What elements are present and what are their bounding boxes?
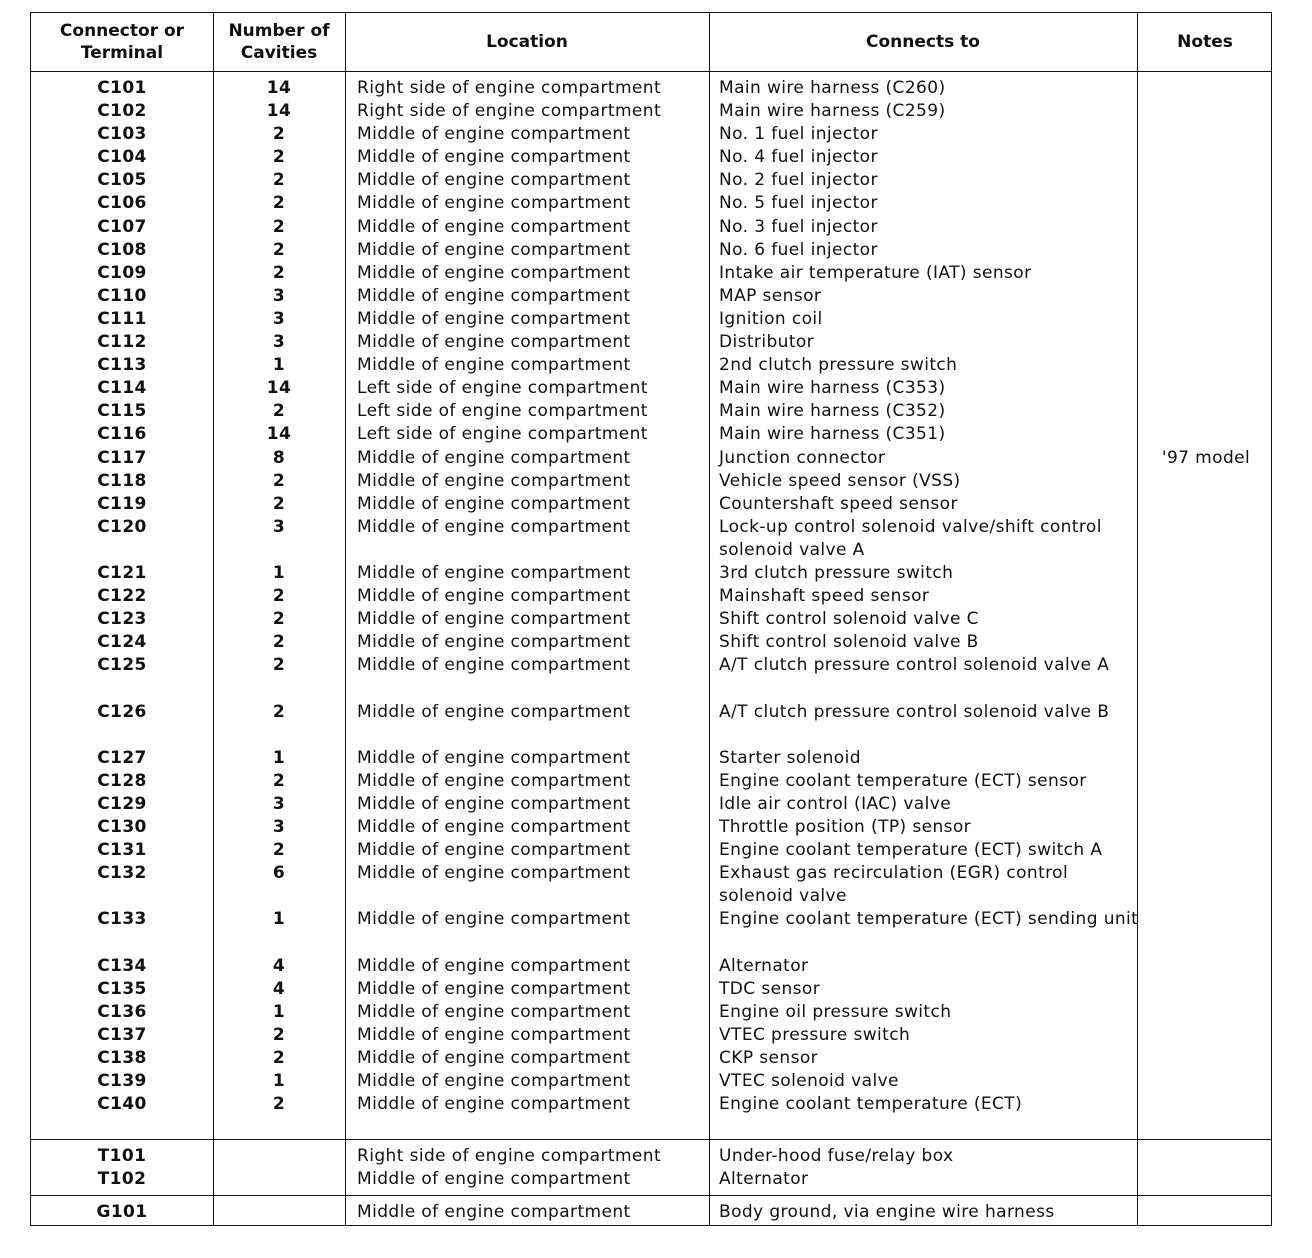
connector-id: C120: [97, 516, 147, 537]
table-row: [31, 1047, 1271, 1070]
connects-to-cell: Main wire harness (C260): [719, 78, 946, 98]
connects-to-cell: Main wire harness (C353): [719, 378, 946, 399]
connects-to-cell: No. 1 fuel injector: [719, 124, 878, 145]
connector-id: C119: [97, 493, 147, 514]
header-notes: Notes: [1177, 32, 1233, 52]
connector-id: C127: [97, 747, 147, 768]
header-cavities: Number of Cavities: [228, 21, 330, 63]
location-cell: Middle of engine compartment: [357, 1024, 631, 1045]
location-cell: Middle of engine compartment: [357, 955, 631, 976]
table-row: [31, 423, 1271, 446]
connector-id: C117: [97, 447, 147, 468]
location-cell: Middle of engine compartment: [357, 124, 631, 145]
connector-id: C101: [97, 78, 147, 98]
connects-to-cell: TDC sensor: [719, 978, 821, 999]
cavity-count: 4: [272, 978, 286, 999]
cavity-count: 3: [272, 332, 286, 353]
section-divider: [31, 1195, 1271, 1196]
table-row: [31, 377, 1271, 400]
connects-to-cell: Junction connector: [719, 447, 886, 468]
connects-to-cell: Alternator: [719, 955, 809, 976]
location-cell: Right side of engine compartment: [357, 1146, 662, 1166]
location-cell: Middle of engine compartment: [357, 562, 631, 583]
connects-to-cell: A/T clutch pressure control solenoid valve B: [719, 701, 1110, 722]
connects-to-cell: Engine coolant temperature (ECT): [719, 1094, 1023, 1115]
connector-id: C124: [97, 632, 147, 653]
location-cell: Middle of engine compartment: [357, 285, 631, 306]
terminals-section: [31, 1145, 1271, 1191]
connects-to-cell: No. 3 fuel injector: [719, 216, 878, 237]
connects-to-cell: Ignition coil: [719, 308, 823, 329]
connects-to-cell: Main wire harness (C352): [719, 401, 946, 422]
connects-to-cell: CKP sensor: [719, 1047, 819, 1068]
connector-id: C128: [97, 770, 147, 791]
table-row: [31, 562, 1271, 585]
connector-id: C139: [97, 1071, 147, 1092]
location-cell: Left side of engine compartment: [357, 378, 648, 399]
connector-id: C116: [97, 424, 147, 445]
connects-to-cell: 3rd clutch pressure switch: [719, 562, 954, 583]
cavity-count: 1: [272, 355, 286, 376]
cavity-count: 1: [272, 909, 286, 930]
cavity-count: 1: [272, 562, 286, 583]
section-divider: [31, 1139, 1271, 1140]
connector-id: C115: [97, 401, 147, 422]
connects-to-cell: Intake air temperature (IAT) sensor: [719, 262, 1032, 283]
cavity-count: 3: [272, 793, 286, 814]
connector-id: C122: [97, 586, 147, 607]
header-connects-to: Connects to: [866, 32, 980, 52]
cavity-count: 14: [266, 424, 292, 445]
location-cell: Middle of engine compartment: [357, 655, 631, 676]
location-cell: Middle of engine compartment: [357, 1094, 631, 1115]
connects-to-cell: Engine coolant temperature (ECT) switch A: [719, 840, 1103, 861]
connects-to-cell: A/T clutch pressure control solenoid valve A: [719, 655, 1110, 676]
location-cell: Middle of engine compartment: [357, 1071, 631, 1092]
connector-id: C105: [97, 170, 147, 191]
location-cell: Middle of engine compartment: [357, 332, 631, 353]
table-row: [31, 585, 1271, 608]
connects-to-cell: Throttle position (TP) sensor: [719, 817, 972, 837]
table-row: [31, 793, 1271, 816]
cavity-count: 2: [272, 609, 286, 630]
location-cell: Middle of engine compartment: [357, 170, 631, 191]
location-cell: Middle of engine compartment: [357, 193, 631, 214]
table-row: [31, 262, 1271, 285]
connector-id: C102: [97, 101, 147, 122]
table-row: [31, 1024, 1271, 1047]
connects-to-cell: Main wire harness (C351): [719, 424, 946, 445]
table-row: [31, 1201, 1271, 1224]
location-cell: Middle of engine compartment: [357, 470, 631, 491]
connector-id: C131: [97, 840, 147, 861]
cavity-count: 2: [272, 124, 286, 145]
table-row: [31, 955, 1271, 978]
table-row: [31, 216, 1271, 239]
connects-to-cell: Shift control solenoid valve C: [719, 609, 979, 630]
connects-to-cell: No. 2 fuel injector: [719, 170, 878, 191]
cavity-count: 2: [272, 770, 286, 791]
connector-id: C130: [97, 817, 147, 837]
cavity-count: 3: [272, 817, 286, 837]
connects-to-cell: Starter solenoid: [719, 747, 861, 768]
connects-to-cell: Idle air control (IAC) valve: [719, 793, 952, 814]
table-row: [31, 239, 1271, 262]
cavity-count: 2: [272, 632, 286, 653]
table-row: [31, 493, 1271, 516]
cavity-count: 2: [272, 586, 286, 607]
location-cell: Middle of engine compartment: [357, 770, 631, 791]
location-cell: Middle of engine compartment: [357, 239, 631, 260]
header-divider: [31, 71, 1271, 72]
connector-id: C140: [97, 1094, 147, 1115]
cavity-count: 2: [272, 1024, 286, 1045]
table-row: [31, 123, 1271, 146]
location-cell: Left side of engine compartment: [357, 424, 648, 445]
table-row: [31, 1093, 1271, 1116]
connects-to-cell: 2nd clutch pressure switch: [719, 355, 958, 376]
cavity-count: 3: [272, 308, 286, 329]
cavity-count: 2: [272, 401, 286, 422]
connector-id: C109: [97, 262, 147, 283]
connector-id: C136: [97, 1001, 147, 1022]
location-cell: Middle of engine compartment: [357, 147, 631, 168]
table-row: [31, 631, 1271, 654]
connects-to-cell: No. 6 fuel injector: [719, 239, 878, 260]
grounds-section: [31, 1201, 1271, 1224]
location-cell: Middle of engine compartment: [357, 1202, 631, 1222]
location-cell: Middle of engine compartment: [357, 817, 631, 837]
location-cell: Middle of engine compartment: [357, 355, 631, 376]
connector-id: C137: [97, 1024, 147, 1045]
connector-id: C121: [97, 562, 147, 583]
connects-to-cell: Main wire harness (C259): [719, 101, 946, 122]
connects-to-cell: Engine coolant temperature (ECT) sensor: [719, 770, 1087, 791]
connector-id: C135: [97, 978, 147, 999]
location-cell: Middle of engine compartment: [357, 1001, 631, 1022]
connector-id: C114: [97, 378, 147, 399]
table-row: [31, 816, 1271, 839]
location-cell: Middle of engine compartment: [357, 447, 631, 468]
table-row: [31, 77, 1271, 100]
connects-to-cell: No. 4 fuel injector: [719, 147, 878, 168]
connector-id: C129: [97, 793, 147, 814]
cavity-count: 3: [272, 285, 286, 306]
cavity-count: 14: [266, 378, 292, 399]
location-cell: Middle of engine compartment: [357, 262, 631, 283]
location-cell: Left side of engine compartment: [357, 401, 648, 422]
connector-id: C134: [97, 955, 147, 976]
location-cell: Middle of engine compartment: [357, 493, 631, 514]
connects-to-cell: Vehicle speed sensor (VSS): [719, 470, 961, 491]
connector-id: C125: [97, 655, 147, 676]
cavity-count: 2: [272, 701, 286, 722]
location-cell: Middle of engine compartment: [357, 516, 631, 537]
cavity-count: 2: [272, 193, 286, 214]
cavity-count: 2: [272, 1047, 286, 1068]
location-cell: Middle of engine compartment: [357, 609, 631, 630]
table-row: [31, 146, 1271, 169]
table-row: [31, 354, 1271, 377]
header-connector: Connector or Terminal: [59, 21, 185, 63]
connects-to-cell: No. 5 fuel injector: [719, 193, 878, 214]
cavity-count: 2: [272, 840, 286, 861]
connector-id: C133: [97, 909, 147, 930]
location-cell: Middle of engine compartment: [357, 1169, 631, 1190]
cavity-count: 2: [272, 239, 286, 260]
connects-to-cell: VTEC pressure switch: [719, 1024, 911, 1045]
cavity-count: 1: [272, 1001, 286, 1022]
table-row: [31, 285, 1271, 308]
cavity-count: 1: [272, 747, 286, 768]
connector-id: C112: [97, 332, 147, 353]
connector-id: C104: [97, 147, 147, 168]
header-location: Location: [486, 32, 568, 52]
table-row: [31, 447, 1271, 470]
connector-table: [30, 12, 1272, 1226]
location-cell: Middle of engine compartment: [357, 863, 631, 884]
connector-id: C126: [97, 701, 147, 722]
connectors-section: [31, 77, 1271, 1116]
table-row: [31, 1145, 1271, 1168]
location-cell: Middle of engine compartment: [357, 747, 631, 768]
location-cell: Middle of engine compartment: [357, 216, 631, 237]
cavity-count: 4: [272, 955, 286, 976]
table-row: [31, 516, 1271, 562]
location-cell: Middle of engine compartment: [357, 978, 631, 999]
cavity-count: 3: [272, 516, 286, 537]
location-cell: Right side of engine compartment: [357, 78, 662, 98]
connects-to-cell: Engine coolant temperature (ECT) sending unit: [719, 909, 1139, 930]
connects-to-cell: VTEC solenoid valve: [719, 1071, 899, 1092]
cavity-count: 2: [272, 493, 286, 514]
table-row: [31, 701, 1271, 747]
cavity-count: 2: [272, 216, 286, 237]
cavity-count: 2: [272, 147, 286, 168]
table-row: [31, 331, 1271, 354]
connects-to-cell: Lock-up control solenoid valve/shift control solenoid valve A: [719, 516, 1102, 560]
cavity-count: 2: [272, 1094, 286, 1115]
connector-id: T101: [97, 1146, 147, 1166]
table-row: [31, 1001, 1271, 1024]
table-row: [31, 862, 1271, 908]
connector-id: C110: [97, 285, 147, 306]
table-row: [31, 747, 1271, 770]
connector-id: C132: [97, 863, 147, 884]
connects-to-cell: Countershaft speed sensor: [719, 493, 958, 514]
table-row: [31, 169, 1271, 192]
notes-cell: '97 model: [1161, 447, 1251, 468]
cavity-count: 6: [272, 863, 286, 884]
location-cell: Middle of engine compartment: [357, 1047, 631, 1068]
table-row: [31, 192, 1271, 215]
connects-to-cell: Mainshaft speed sensor: [719, 586, 930, 607]
connector-id: G101: [96, 1202, 148, 1222]
connector-id: C107: [97, 216, 147, 237]
location-cell: Middle of engine compartment: [357, 909, 631, 930]
table-row: [31, 100, 1271, 123]
connects-to-cell: Shift control solenoid valve B: [719, 632, 979, 653]
connector-id: C103: [97, 124, 147, 145]
table-row: [31, 1168, 1271, 1191]
connects-to-cell: Distributor: [719, 332, 815, 353]
cavity-count: 2: [272, 470, 286, 491]
connector-id: T102: [97, 1169, 147, 1190]
location-cell: Middle of engine compartment: [357, 793, 631, 814]
connector-id: C138: [97, 1047, 147, 1068]
table-row: [31, 978, 1271, 1001]
connects-to-cell: Body ground, via engine wire harness: [719, 1202, 1055, 1222]
table-row: [31, 770, 1271, 793]
cavity-count: 14: [266, 101, 292, 122]
cavity-count: 2: [272, 262, 286, 283]
table-row: [31, 400, 1271, 423]
cavity-count: 8: [272, 447, 286, 468]
connects-to-cell: Exhaust gas recirculation (EGR) control solenoid valve: [719, 863, 1069, 907]
table-row: [31, 1070, 1271, 1093]
connector-id: C123: [97, 609, 147, 630]
location-cell: Middle of engine compartment: [357, 308, 631, 329]
table-row: [31, 470, 1271, 493]
location-cell: Middle of engine compartment: [357, 586, 631, 607]
table-row: [31, 654, 1271, 700]
table-row: [31, 608, 1271, 631]
table-row: [31, 308, 1271, 331]
location-cell: Middle of engine compartment: [357, 701, 631, 722]
cavity-count: 14: [266, 78, 292, 98]
table-row: [31, 908, 1271, 954]
cavity-count: 2: [272, 655, 286, 676]
cavity-count: 1: [272, 1071, 286, 1092]
connector-id: C108: [97, 239, 147, 260]
connector-id: C106: [97, 193, 147, 214]
location-cell: Middle of engine compartment: [357, 840, 631, 861]
connects-to-cell: Under-hood fuse/relay box: [719, 1146, 954, 1166]
table-row: [31, 839, 1271, 862]
connects-to-cell: Alternator: [719, 1169, 809, 1190]
connects-to-cell: Engine oil pressure switch: [719, 1001, 952, 1022]
connects-to-cell: MAP sensor: [719, 285, 822, 306]
cavity-count: 2: [272, 170, 286, 191]
connector-id: C118: [97, 470, 147, 491]
location-cell: Middle of engine compartment: [357, 632, 631, 653]
connector-id: C111: [97, 308, 147, 329]
connector-id: C113: [97, 355, 147, 376]
location-cell: Right side of engine compartment: [357, 101, 662, 122]
